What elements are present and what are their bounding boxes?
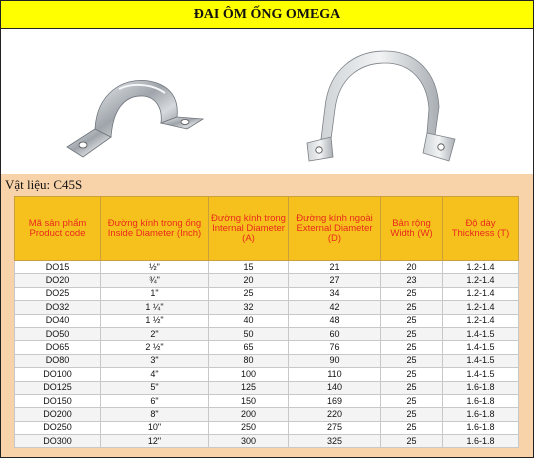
table-cell: 20 bbox=[381, 261, 443, 274]
table-cell: 32 bbox=[209, 301, 289, 314]
table-cell: ¾" bbox=[101, 274, 209, 287]
table-cell: ½" bbox=[101, 261, 209, 274]
table-row bbox=[15, 354, 519, 367]
table-cell: 200 bbox=[209, 408, 289, 421]
table-cell: 1.6-1.8 bbox=[443, 394, 519, 407]
page-title: ĐAI ÔM ỐNG OMEGA bbox=[1, 1, 533, 29]
table-cell: DO65 bbox=[15, 341, 101, 354]
table-cell: 1.4-1.5 bbox=[443, 341, 519, 354]
table-cell: 21 bbox=[289, 261, 381, 274]
table-cell: 27 bbox=[289, 274, 381, 287]
table-cell: 4" bbox=[101, 368, 209, 381]
table-cell: DO150 bbox=[15, 394, 101, 407]
table-row bbox=[15, 327, 519, 340]
header-thickness: Độ dày Thickness (T) bbox=[443, 197, 519, 261]
table-cell: 25 bbox=[381, 341, 443, 354]
table-cell: 25 bbox=[381, 314, 443, 327]
table-cell: 25 bbox=[381, 327, 443, 340]
table-cell: DO125 bbox=[15, 381, 101, 394]
table-cell: DO200 bbox=[15, 408, 101, 421]
table-cell: DO15 bbox=[15, 261, 101, 274]
table-row bbox=[15, 408, 519, 421]
table-cell: 1.6-1.8 bbox=[443, 435, 519, 448]
header-external-diameter: Đường kính ngoài External Diameter (D) bbox=[289, 197, 381, 261]
table-row bbox=[15, 381, 519, 394]
table-cell: 12" bbox=[101, 435, 209, 448]
table-cell: 8" bbox=[101, 408, 209, 421]
table-cell: 25 bbox=[381, 287, 443, 300]
table-cell: 110 bbox=[289, 368, 381, 381]
header-width: Bản rộng Width (W) bbox=[381, 197, 443, 261]
table-cell: 1 ½" bbox=[101, 314, 209, 327]
table-cell: 80 bbox=[209, 354, 289, 367]
table-cell: 23 bbox=[381, 274, 443, 287]
table-cell: 1.2-1.4 bbox=[443, 274, 519, 287]
table-cell: 1.2-1.4 bbox=[443, 287, 519, 300]
table-cell: 1.4-1.5 bbox=[443, 327, 519, 340]
omega-clamp-image bbox=[299, 47, 469, 167]
table-cell: 1.6-1.8 bbox=[443, 421, 519, 434]
table-cell: 10" bbox=[101, 421, 209, 434]
header-product-code: Mã sản phẩm Product code bbox=[15, 197, 101, 261]
table-cell: 1.2-1.4 bbox=[443, 314, 519, 327]
table-cell: 48 bbox=[289, 314, 381, 327]
table-row bbox=[15, 261, 519, 274]
table-row bbox=[15, 314, 519, 327]
table-cell: DO20 bbox=[15, 274, 101, 287]
table-cell: 3" bbox=[101, 354, 209, 367]
table-cell: DO25 bbox=[15, 287, 101, 300]
table-cell: DO80 bbox=[15, 354, 101, 367]
table-row bbox=[15, 341, 519, 354]
table-cell: 25 bbox=[381, 301, 443, 314]
spec-table-container bbox=[14, 196, 518, 446]
header-internal-diameter: Đường kính trong Internal Diameter (A) bbox=[209, 197, 289, 261]
table-cell: 42 bbox=[289, 301, 381, 314]
table-row bbox=[15, 287, 519, 300]
table-cell: 40 bbox=[209, 314, 289, 327]
table-cell: 25 bbox=[381, 354, 443, 367]
table-row bbox=[15, 368, 519, 381]
table-cell: 25 bbox=[381, 421, 443, 434]
table-row bbox=[15, 394, 519, 407]
table-body bbox=[15, 261, 519, 448]
table-cell: 25 bbox=[209, 287, 289, 300]
table-cell: 1" bbox=[101, 287, 209, 300]
table-cell: 60 bbox=[289, 327, 381, 340]
table-cell: 25 bbox=[381, 394, 443, 407]
table-cell: 250 bbox=[209, 421, 289, 434]
header-inside-diameter: Đường kính trong ống Inside Diameter (Inch) bbox=[101, 197, 209, 261]
table-row bbox=[15, 435, 519, 448]
table-cell: 15 bbox=[209, 261, 289, 274]
table-cell: 1.4-1.5 bbox=[443, 368, 519, 381]
table-cell: 300 bbox=[209, 435, 289, 448]
spec-table bbox=[14, 196, 519, 448]
table-cell: 1.2-1.4 bbox=[443, 301, 519, 314]
table-cell: 140 bbox=[289, 381, 381, 394]
table-cell: 25 bbox=[381, 435, 443, 448]
table-cell: DO40 bbox=[15, 314, 101, 327]
material-label: Vật liệu: C45S bbox=[5, 177, 83, 192]
table-cell: 5" bbox=[101, 381, 209, 394]
table-cell: 6" bbox=[101, 394, 209, 407]
table-cell: 50 bbox=[209, 327, 289, 340]
table-cell: 150 bbox=[209, 394, 289, 407]
table-cell: 1.2-1.4 bbox=[443, 261, 519, 274]
table-row bbox=[15, 301, 519, 314]
table-header-row bbox=[15, 197, 519, 261]
table-cell: 1.4-1.5 bbox=[443, 354, 519, 367]
table-cell: 169 bbox=[289, 394, 381, 407]
table-cell: DO32 bbox=[15, 301, 101, 314]
table-cell: 1.6-1.8 bbox=[443, 381, 519, 394]
table-cell: 34 bbox=[289, 287, 381, 300]
table-cell: 100 bbox=[209, 368, 289, 381]
table-cell: 20 bbox=[209, 274, 289, 287]
table-cell: 90 bbox=[289, 354, 381, 367]
table-cell: 125 bbox=[209, 381, 289, 394]
table-cell: 2 ½" bbox=[101, 341, 209, 354]
table-row bbox=[15, 274, 519, 287]
table-cell: 25 bbox=[381, 368, 443, 381]
table-cell: 325 bbox=[289, 435, 381, 448]
table-cell: 65 bbox=[209, 341, 289, 354]
table-cell: DO300 bbox=[15, 435, 101, 448]
table-cell: 220 bbox=[289, 408, 381, 421]
table-cell: DO50 bbox=[15, 327, 101, 340]
pipe-clamp-image bbox=[61, 59, 221, 169]
product-photos bbox=[1, 29, 533, 174]
table-cell: 1.6-1.8 bbox=[443, 408, 519, 421]
table-cell: 25 bbox=[381, 408, 443, 421]
table-cell: 25 bbox=[381, 381, 443, 394]
table-cell: DO250 bbox=[15, 421, 101, 434]
table-cell: 2" bbox=[101, 327, 209, 340]
table-cell: 275 bbox=[289, 421, 381, 434]
table-cell: 1 ¼" bbox=[101, 301, 209, 314]
table-cell: 76 bbox=[289, 341, 381, 354]
table-cell: DO100 bbox=[15, 368, 101, 381]
table-row bbox=[15, 421, 519, 434]
